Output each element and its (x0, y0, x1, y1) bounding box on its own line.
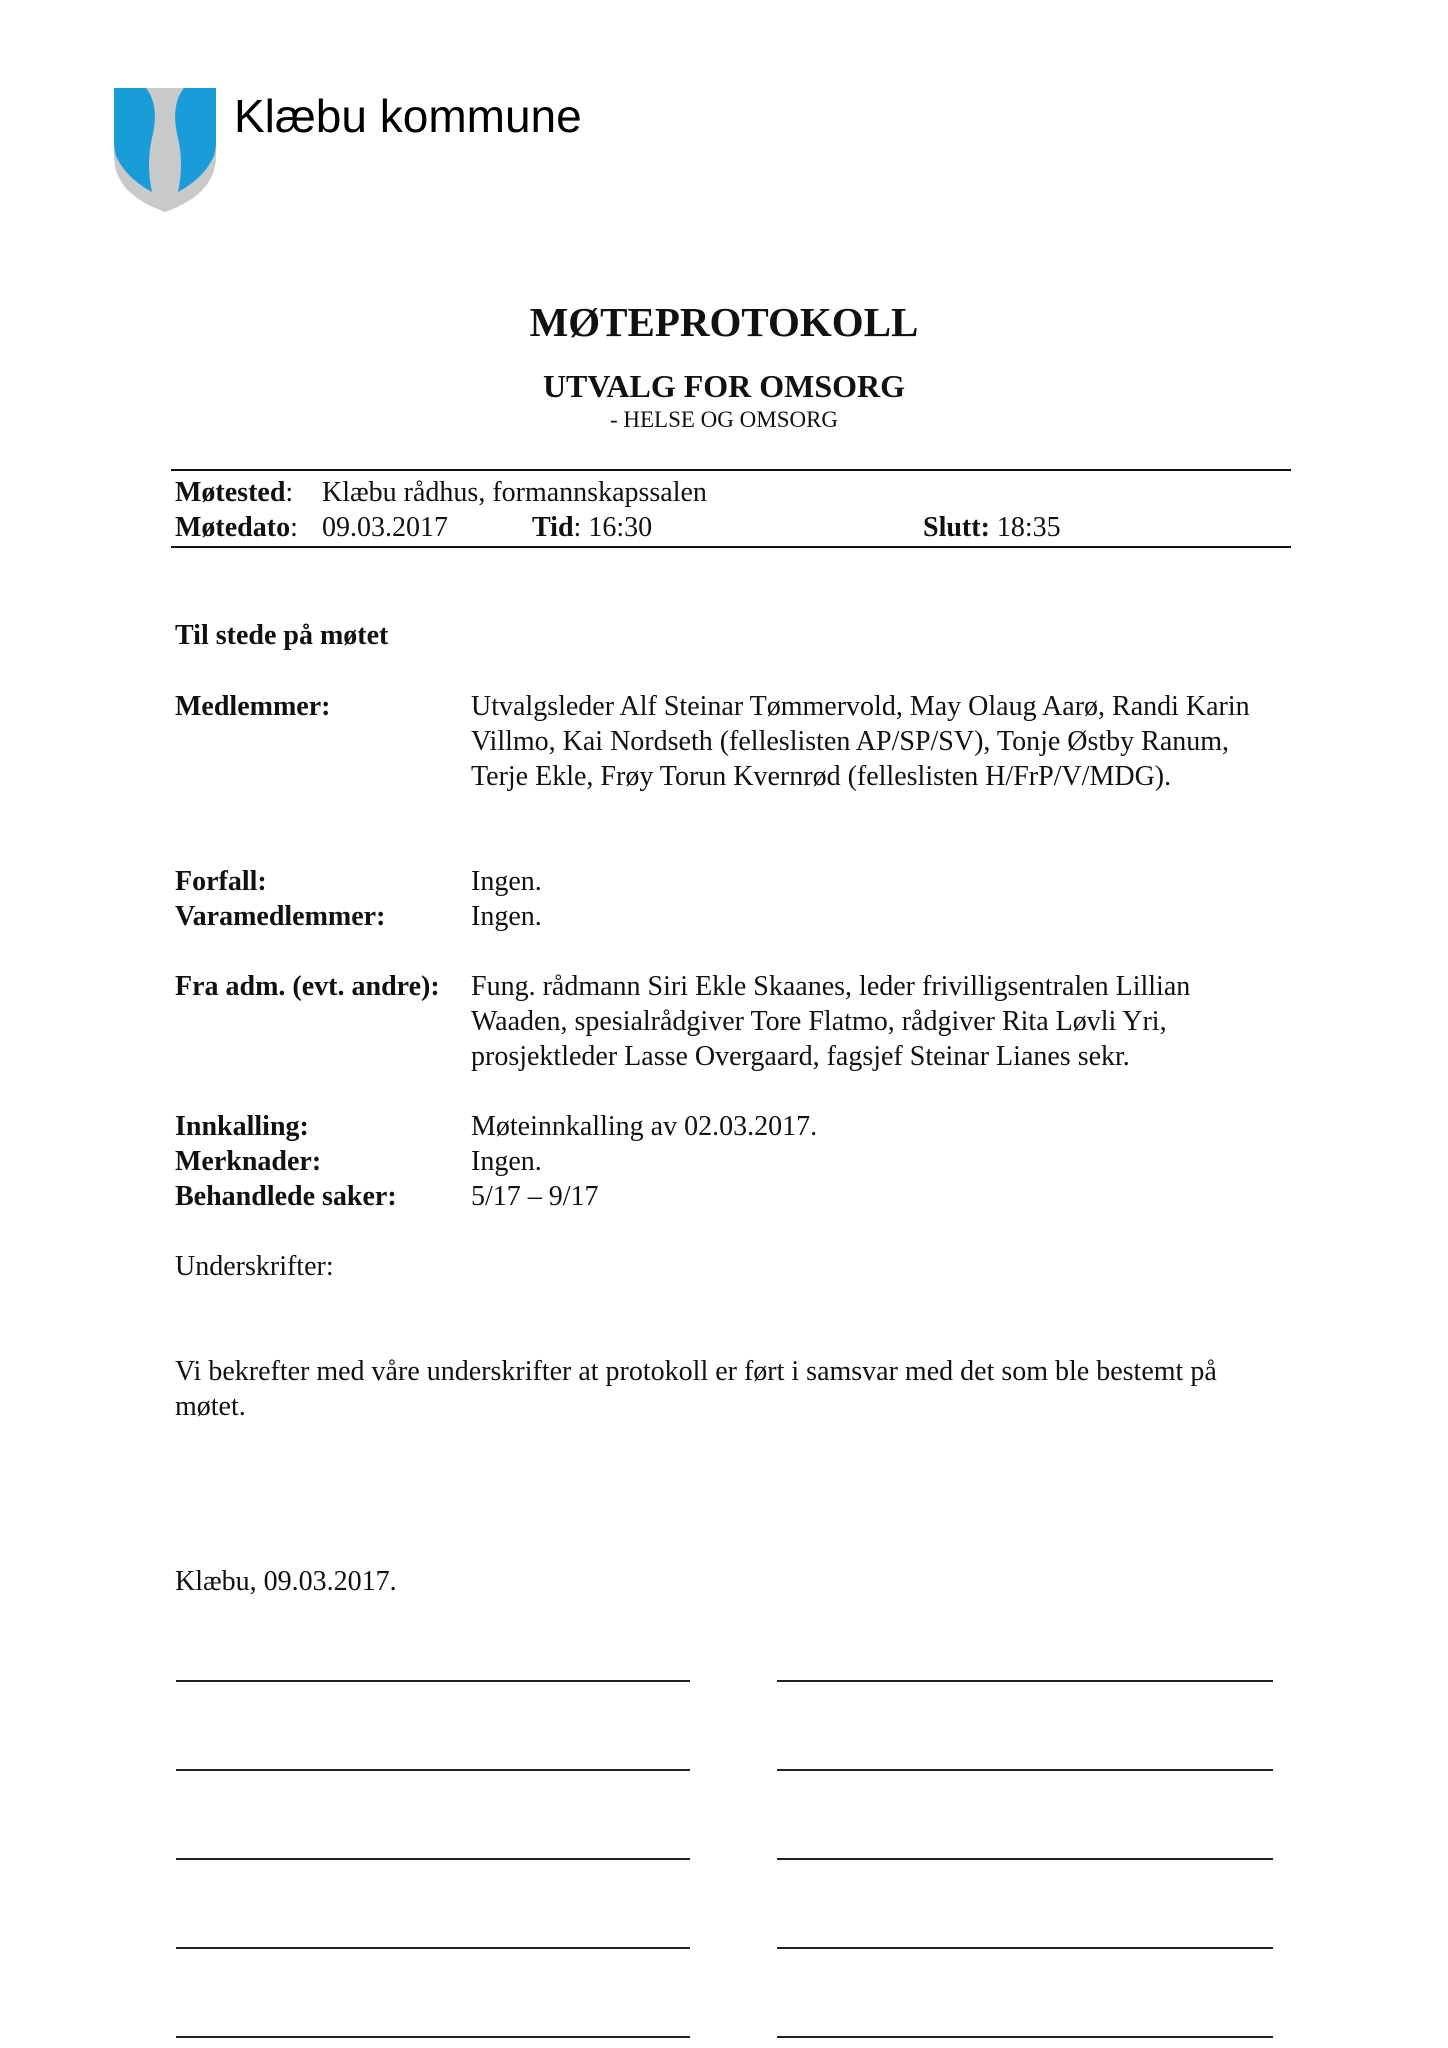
cases-label: Behandlede saker: (175, 1181, 397, 1212)
kommune-name: Klæbu kommune (234, 90, 582, 142)
members-list: Utvalgsleder Alf Steinar Tømmervold, May Olaug Aarø, Randi Karin Villmo, Kai Nordseth (felleslisten AP/SP/SV), Tonje Østby Ranum, Terje Ekle, Frøy Torun Kvernrød (felleslisten H/FrP/V/MDG). (471, 691, 1250, 792)
signature-line (777, 1947, 1273, 1949)
meeting-bottom-rule (171, 546, 1291, 548)
meeting-date: 09.03.2017 (322, 512, 448, 543)
meeting-date-row: Møtedato: (175, 512, 298, 543)
admin-list: Fung. rådmann Siri Ekle Skaanes, leder frivilligsentralen Lillian Waaden, spesialrådgiver Tore Flatmo, rådgiver Rita Løvli Yri, prosjektleder Lasse Overgaard, fagsjef Steinar Lianes sekr. (471, 971, 1191, 1072)
signature-line (176, 1769, 690, 1771)
document-title: MØTEPROTOKOLL (529, 299, 919, 345)
meeting-date-label: Møtedato (175, 512, 291, 543)
absent-label: Forfall: (175, 866, 267, 897)
summons-value: Møteinnkalling av 02.03.2017. (471, 1111, 818, 1142)
signature-line (777, 1680, 1273, 1682)
signatures-place-date: Klæbu, 09.03.2017. (175, 1566, 397, 1597)
admin-label: Fra adm. (evt. andre): (175, 971, 440, 1002)
attendance-heading: Til stede på møtet (175, 620, 389, 651)
remarks-label: Merknader: (175, 1146, 322, 1177)
document-subtitle: UTVALG FOR OMSORG (542, 368, 906, 404)
signatures-statement: Vi bekrefter med våre underskrifter at protokoll er ført i samsvar med det som ble bestemt på møtet. (175, 1356, 1217, 1422)
meeting-end-label: Slutt: (923, 512, 990, 543)
signature-line (176, 2036, 690, 2038)
deputies-value: Ingen. (471, 901, 542, 932)
signature-line (777, 2036, 1273, 2038)
signature-line (176, 1680, 690, 1682)
meeting-top-rule (171, 469, 1291, 471)
signatures-label: Underskrifter: (175, 1251, 334, 1282)
signature-line (176, 1947, 690, 1949)
deputies-label: Varamedlemmer: (175, 901, 386, 932)
meeting-end: 18:35 (996, 512, 1061, 543)
remarks-value: Ingen. (471, 1146, 542, 1177)
signature-line (176, 1858, 690, 1860)
meeting-place-row: Møtested: (175, 477, 294, 508)
absent-value: Ingen. (471, 866, 542, 897)
summons-label: Innkalling: (175, 1111, 309, 1142)
meeting-place-label: Møtested (175, 477, 286, 508)
document-subsubtitle: - HELSE OG OMSORG (609, 407, 839, 432)
meeting-time: 16:30 (588, 512, 653, 543)
kommune-coat-of-arms-logo (112, 86, 218, 212)
meeting-place: Klæbu rådhus, formannskapssalen (322, 477, 707, 508)
cases-value: 5/17 – 9/17 (471, 1181, 599, 1212)
meeting-time-label: Tid (532, 512, 574, 543)
signature-line (777, 1769, 1273, 1771)
meeting-end-row (923, 510, 1061, 545)
meeting-time-row: Tid: 16:30 (532, 512, 653, 543)
members-label: Medlemmer: (175, 691, 331, 722)
signature-line (777, 1858, 1273, 1860)
